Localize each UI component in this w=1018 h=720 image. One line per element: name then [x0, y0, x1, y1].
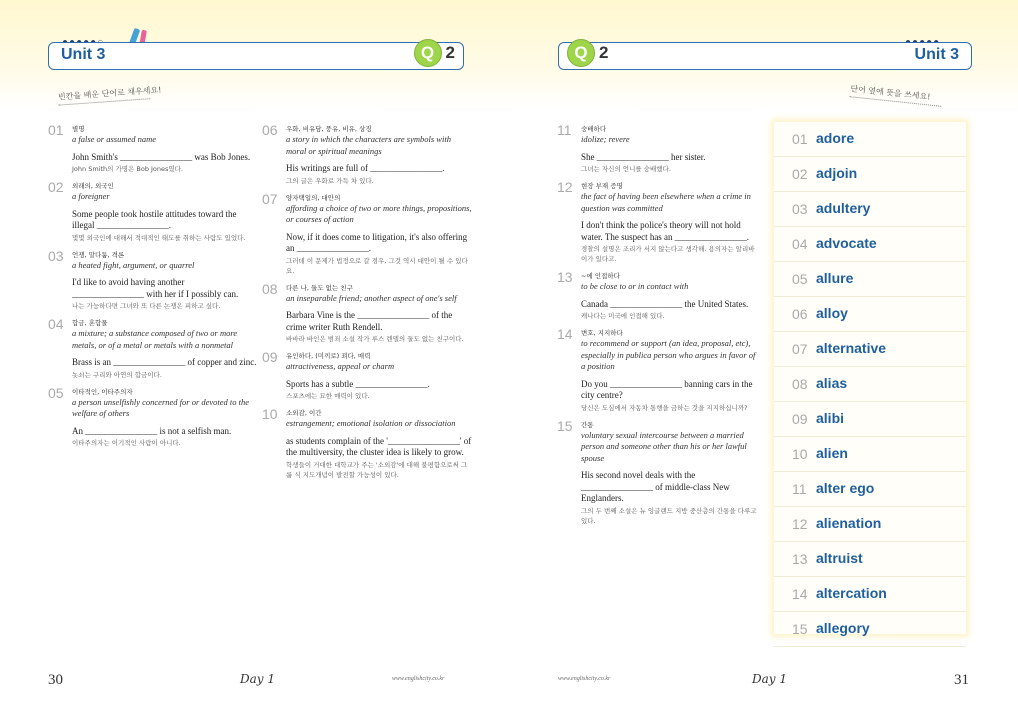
- entry-korean-meaning: 양자택일의, 대안의: [286, 193, 341, 202]
- url-left: www.englishcity.co.kr: [392, 676, 445, 682]
- vocab-entry: [48, 318, 258, 380]
- entry-translation: 이타주의자는 이기적인 사람이 아니다.: [72, 439, 181, 447]
- entry-translation: 바바라 바인은 범죄 소설 작가 루스 렌델의 둘도 없는 친구이다.: [286, 335, 464, 343]
- word-row: [774, 612, 966, 647]
- entry-number: 04: [48, 316, 64, 332]
- entry-sentence: Some people took hostile attitudes toward the illegal ________________.: [72, 208, 237, 230]
- page-number-right: 31: [954, 672, 969, 688]
- word-term: altercation: [816, 585, 887, 601]
- word-term: alias: [816, 375, 848, 391]
- word-number: 15: [792, 621, 808, 637]
- vocab-entry: [262, 408, 472, 480]
- entry-sentence: An ________________ is not a selfish man.: [72, 425, 232, 436]
- quiz-number: 2: [599, 43, 609, 62]
- word-term: allure: [816, 270, 854, 286]
- quiz-label: [414, 39, 455, 67]
- instruction-text: 단어 옆에 뜻을 쓰세요!: [849, 84, 931, 102]
- word-number: 11: [792, 481, 807, 497]
- entry-definition: a mixture; a substance composed of two or more metals, or of a metal or metals with a nonmetal: [72, 328, 238, 350]
- entry-sentence: She ________________ her sister.: [581, 151, 706, 162]
- vocab-entry: [48, 124, 258, 174]
- entry-translation: 당신은 도심에서 자동차 통행을 금하는 것을 지지하십니까?: [581, 403, 748, 412]
- entry-number: 02: [48, 179, 64, 195]
- entry-sentence: I'd like to avoid having another ________________ with her if I possibly can.: [72, 277, 239, 299]
- entry-translation: 몇몇 외국인에 대해서 적대적인 태도를 취하는 사람도 있었다.: [72, 233, 246, 242]
- word-term: alter ego: [816, 480, 875, 496]
- entry-sentence: Barbara Vine is the ________________ of the crime writer Ruth Rendell.: [286, 310, 453, 332]
- word-term: altruist: [816, 550, 863, 566]
- word-row: [774, 367, 966, 402]
- entry-translation: John Smith의 가명은 Bob Jones였다.: [72, 165, 184, 173]
- entry-definition: to recommend or support (an idea, proposal, etc), especially in publica person who argues in favor of a position: [581, 338, 756, 371]
- entry-definition: to be close to or in contact with: [581, 281, 689, 291]
- entry-translation: 그러데 이 문제가 법정으로 갈 경우, 그것 역시 대안이 될 수 있다요.: [286, 256, 468, 275]
- word-number: 02: [792, 166, 808, 182]
- word-number: 03: [792, 201, 808, 217]
- word-term: alternative: [816, 340, 887, 356]
- day-label-left: Day 1: [240, 672, 276, 686]
- unit-title: Unit 3: [914, 46, 959, 63]
- word-term: adjoin: [816, 165, 858, 181]
- entry-number: 08: [262, 280, 278, 297]
- entry-korean-meaning: 숭배하다: [581, 125, 607, 133]
- word-number: 06: [792, 306, 808, 322]
- word-number: 01: [792, 131, 808, 147]
- entry-korean-meaning: ~에 인접하다: [581, 272, 620, 280]
- entry-number: 14: [557, 326, 573, 342]
- entry-korean-meaning: 언쟁, 말다툼, 격론: [72, 250, 125, 259]
- entry-translation: 경찰의 설명은 조리가 서지 않는다고 생각해. 용의자는 알리바이가 있다고.: [581, 245, 755, 263]
- word-number: 09: [792, 411, 808, 427]
- entry-sentence: Now, if it does come to litigation, it's also offering an ________________.: [286, 231, 468, 253]
- entry-definition: attractiveness, appeal or charm: [286, 361, 395, 371]
- entry-number: 07: [262, 190, 278, 207]
- vocab-entry: [557, 328, 757, 413]
- entry-sentence: Do you ________________ banning cars in the city centre?: [581, 378, 753, 400]
- instruction-text: 빈칸을 배운 단어로 채우세요!: [57, 85, 162, 102]
- entry-korean-meaning: 합금, 혼합물: [72, 319, 108, 327]
- entry-translation: 그녀는 자신의 언니를 숭배했다.: [581, 165, 671, 173]
- word-number: 05: [792, 271, 808, 287]
- word-row: [774, 192, 966, 227]
- word-row: [774, 157, 966, 192]
- header-right: [558, 42, 972, 70]
- word-term: alien: [816, 445, 848, 461]
- quiz-label: [567, 39, 608, 67]
- vocab-entry: [48, 384, 258, 449]
- word-number: 08: [792, 376, 808, 392]
- entry-definition: a false or assumed name: [72, 134, 157, 144]
- entry-number: 03: [48, 247, 64, 264]
- entry-number: 12: [557, 179, 573, 195]
- quiz-number: 2: [445, 43, 455, 62]
- entry-korean-meaning: 현장 부재 증명: [581, 182, 623, 190]
- unit-title: Unit 3: [61, 46, 106, 63]
- entry-definition: the fact of having been elsewhere when a crime in question was committed: [581, 191, 751, 213]
- entry-korean-meaning: 간통: [581, 420, 594, 429]
- entry-number: 09: [262, 349, 278, 365]
- entry-definition: a story in which the characters are symbols with moral or spiritual meanings: [286, 134, 451, 156]
- word-row: [774, 332, 966, 367]
- word-term: adultery: [816, 200, 871, 216]
- entry-definition: a heated fight, argument, or quarrel: [72, 259, 195, 270]
- word-row: [774, 122, 966, 157]
- entry-sentence: I don't think the police's theory will not hold water. The suspect has an ________________.: [581, 220, 750, 242]
- entry-translation: 나는 가능하다면 그녀와 또 다른 논쟁은 피하고 싶다.: [72, 302, 221, 310]
- entry-korean-meaning: 유인하다, (미끼로) 꾀다, 매력: [286, 352, 371, 360]
- word-number: 04: [792, 236, 808, 252]
- word-term: alienation: [816, 515, 882, 531]
- word-list-panel: [774, 122, 966, 637]
- entry-definition: voluntary sexual intercourse between a married person and someone other than his or her lawful spouse: [581, 429, 747, 463]
- day-label-right: Day 1: [752, 672, 788, 686]
- word-row: [774, 297, 966, 332]
- url-right: www.englishcity.co.kr: [558, 676, 611, 682]
- word-row: [774, 262, 966, 297]
- word-number: 12: [792, 516, 808, 532]
- word-number: 07: [792, 341, 808, 357]
- entry-korean-meaning: 별명: [72, 125, 85, 133]
- entry-definition: estrangement; emotional isolation or dissociation: [286, 418, 456, 428]
- word-term: alibi: [816, 410, 845, 426]
- right-column: [557, 122, 757, 533]
- entry-translation: 놋쇠는 구리와 아연의 합금이다.: [72, 370, 162, 379]
- entry-sentence: as students complain of the '________________' of the multiversity, the cluster idea is likely to grow.: [286, 435, 472, 457]
- vocab-entry: [557, 417, 757, 526]
- entry-translation: 스포츠에는 묘한 매력이 있다.: [286, 392, 370, 400]
- entry-definition: a person unselfishly concerned for or devoted to the welfare of others: [72, 396, 250, 418]
- word-row: [774, 507, 966, 542]
- vocab-entry: [262, 124, 472, 186]
- vocab-entry: [262, 190, 472, 276]
- entry-number: 13: [557, 269, 573, 285]
- entry-number: 05: [48, 384, 64, 401]
- word-term: alloy: [816, 305, 848, 321]
- entry-sentence: Canada ________________ the United States.: [581, 298, 749, 309]
- entry-number: 15: [557, 417, 573, 434]
- entry-number: 11: [557, 122, 572, 138]
- entry-sentence: Brass is an ________________ of copper and zinc.: [72, 357, 257, 367]
- entry-translation: 학생들이 거대한 대학교가 주는 '소외감'에 대해 불평함으로써 그룹 식 지도개념이 발전할 가능성이 있다.: [286, 460, 468, 479]
- word-term: advocate: [816, 235, 877, 251]
- entry-definition: an inseparable friend; another aspect of one's self: [286, 292, 457, 303]
- entry-definition: a foreigner: [72, 191, 110, 201]
- entry-definition: idolize; revere: [581, 134, 630, 144]
- entry-translation: 그의 글은 우화로 가득 차 있다.: [286, 176, 374, 185]
- entry-translation: 캐나다는 미국에 인접해 있다.: [581, 312, 665, 320]
- word-number: 14: [792, 586, 808, 602]
- vocab-entry: [557, 181, 757, 264]
- entry-korean-meaning: 이타적인, 이타주의자: [72, 387, 133, 396]
- vocab-entry: [557, 124, 757, 174]
- entry-sentence: Sports has a subtle ________________.: [286, 378, 430, 389]
- quiz-q-icon: Q: [567, 39, 595, 67]
- entry-korean-meaning: 다른 나, 둘도 없는 친구: [286, 283, 353, 292]
- word-row: [774, 542, 966, 577]
- word-row: [774, 472, 966, 507]
- vocab-entry: [48, 181, 258, 243]
- word-row: [774, 437, 966, 472]
- left-column: [48, 122, 258, 455]
- entry-sentence: His second novel deals with the ________________ of middle-class New Englanders.: [581, 470, 730, 503]
- quiz-q-icon: Q: [414, 39, 442, 67]
- word-row: [774, 577, 966, 612]
- entry-sentence: His writings are full of ________________.: [286, 163, 445, 173]
- page-number-left: 30: [48, 672, 63, 688]
- word-number: 13: [792, 551, 808, 567]
- entry-sentence: John Smith's ________________ was Bob Jones.: [72, 151, 251, 162]
- word-row: [774, 402, 966, 437]
- middle-column: [262, 122, 472, 487]
- vocab-entry: [48, 247, 258, 312]
- entry-korean-meaning: 변호, 지지하다: [581, 329, 623, 337]
- entry-definition: affording a choice of two or more things, propositions, or courses of action: [286, 202, 472, 224]
- word-row: [774, 227, 966, 262]
- entry-number: 06: [262, 122, 278, 138]
- vocab-entry: [557, 271, 757, 321]
- entry-korean-meaning: 우화, 비유담, 풍유, 비유, 상징: [286, 125, 372, 133]
- entry-korean-meaning: 외래의, 외국인: [72, 182, 114, 190]
- header-left: [48, 42, 464, 70]
- entry-translation: 그의 두 번째 소설은 뉴 잉글랜드 지방 중산층의 간통을 다루고 있다.: [581, 506, 757, 525]
- vocab-entry: [262, 280, 472, 345]
- word-number: 10: [792, 446, 808, 462]
- word-term: allegory: [816, 620, 870, 636]
- entry-number: 01: [48, 122, 64, 138]
- word-term: adore: [816, 130, 855, 146]
- entry-number: 10: [262, 406, 278, 422]
- entry-korean-meaning: 소외감, 이간: [286, 409, 322, 417]
- vocab-entry: [262, 351, 472, 401]
